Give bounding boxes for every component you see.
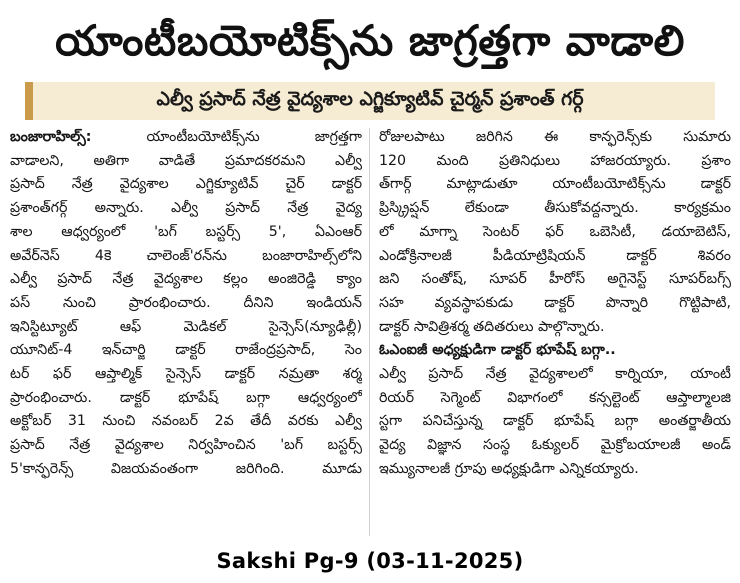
body-line: ప్రసాద్‌ నేత్ర వైద్యశాల ఎగ్జిక్యూటివ్‌ చైర్‌ డాక్టర్‌ [10, 176, 362, 193]
body-line: ప్రసాద్‌ నేత్ర వైద్యశాల నిర్వహించిన 'బగ్‌ బస్టర్స్‌ [10, 437, 362, 454]
body-line: 5'కాన్ఫరెన్స్‌ విజయవంతంగా జరిగింది. మూడు [10, 460, 362, 477]
subheadline-accent-stripe [25, 82, 33, 120]
body-line: ఎల్వీ ప్రసాద్‌ నేత్ర వైద్యశాలలో కార్నియా, యాంటీ [379, 366, 731, 383]
source-caption: Sakshi Pg-9 (03-11-2025) [216, 549, 524, 573]
body-text: యాంటీబయోటిక్స్‌ను జాగ్రత్తగా [91, 129, 362, 145]
body-line: సహ వ్యవస్థాపకుడు డాక్టర్‌ పొన్నారి గొట్టిపాటి, [379, 294, 731, 311]
body-line: రియర్‌ సెగ్మెంట్‌ విభాగంలో కన్సల్టెంట్‌ ఆప్తాల్మాలజి [379, 389, 731, 406]
headline: యాంటీబయోటిక్స్‌ను జాగ్రత్తగా వాడాలి [55, 16, 685, 65]
column-divider [369, 128, 370, 536]
body-line: ప్రశాంత్‌గర్గ్‌ అన్నారు. ఎల్వీ ప్రసాద్‌ నేత్ర వైద్య [10, 200, 362, 217]
body-line: లో మాగ్నా సెంటర్‌ ఫర్‌ ఒబెసిటీ, డయాబెటిస్‌, [379, 223, 731, 240]
subheadline: ఎల్వీ ప్రసాద్‌ నేత్ర వైద్యశాల ఎగ్జిక్యూటివ్‌ చైర్మన్‌ ప్రశాంత్‌ గర్గ్‌ [156, 87, 584, 110]
dateline: బంజారాహిల్స్‌: [10, 129, 92, 145]
subheading: ఓఎంఐజీ అధ్యక్షుడిగా డాక్టర్‌ భూపేష్‌ బగ్గా.. [379, 342, 616, 359]
body-line: ఎండోక్రినాలజీ పీడియాట్రిషియన్‌ డాక్టర్‌ శివరం [379, 247, 731, 264]
body-line [10, 126, 362, 150]
article-right-column [379, 126, 731, 482]
body-line: ఇనిస్టిట్యూట్‌ ఆఫ్‌ మెడికల్‌ సైన్సెస్‌(న్యూఢిల్లీ) [10, 318, 362, 335]
body-line: డాక్టర్‌ సావిత్రిశర్మ తదితరులు పాల్గొన్నారు. [379, 318, 605, 335]
body-line: త్‌గార్గ్‌ మాట్లాడుతూ యాంటీబయోటిక్స్‌ను డాక్టర్‌ [379, 176, 731, 193]
body-line: ఇమ్యునాలజీ గ్రూపు అధ్యక్షుడిగా ఎన్నికయ్యారు. [379, 460, 639, 477]
body-line: వాడాలని, అతిగా వాడితే ప్రమాదకరమని ఎల్వీ [10, 152, 362, 169]
body-line: ప్రిస్క్రిప్షన్‌ లేకుండా తీసుకోవద్దన్నారు. కార్యక్రమం [379, 200, 731, 217]
body-line: ఎల్వీ ప్రసాద్‌ నేత్ర వైద్యశాల కల్లం అంజిరెడ్డి క్యాం [10, 271, 362, 288]
body-line: జని సంతోష్‌, సూపర్‌ హీరోస్‌ అగైనెస్ట్‌ సూపర్‌బగ్స్‌ [379, 271, 731, 288]
body-line: టర్‌ ఫర్‌ ఆప్తాల్మిక్‌ సైన్సెస్‌ డాక్టర్‌ నమ్రతా శర్మ [10, 366, 362, 383]
body-line: రోజులపాటు జరిగిన ఈ కాన్ఫరెన్స్‌కు సుమారు [379, 129, 731, 145]
body-line: ప్రారంభించారు. డాక్టర్‌ భూపేష్‌ బగ్గా ఆధ్వర్యంలో [10, 389, 362, 406]
body-line: స్టగా పనిచేస్తున్న డాక్టర్‌ భూపేష్‌ బగ్గా అంతర్జాతీయ [379, 413, 731, 430]
body-line: అవేర్‌నెస్‌ 4కె చాలెంజ్‌'రన్‌ను బంజారాహిల్స్‌లోని [10, 247, 362, 264]
body-line: పస్‌ నుంచి ప్రారంభించారు. దీనిని ఇండియన్‌ [10, 294, 362, 311]
body-line: యూనిట్‌-4 ఇన్‌చార్జి డాక్టర్‌ రాజేంద్రప్రసాద్‌, సెం [10, 342, 362, 359]
body-line: శాల ఆధ్వర్యంలో 'బగ్‌ బస్టర్స్‌ 5', ఏఎంఆర్‌ [10, 223, 362, 240]
body-line: 120 మంది ప్రతినిధులు హాజరయ్యారు. ప్రశాం [379, 152, 731, 169]
body-line: వైద్య విజ్ఞాన సంస్థ ఓక్యులర్‌ మైక్రోబయాలజీ అండ్‌ [379, 437, 731, 454]
body-line: అక్టోబర్‌ 31 నుంచి నవంబర్‌ 2వ తేదీ వరకు ఎల్వీ [10, 413, 362, 430]
article-left-column [10, 126, 362, 482]
subheadline-banner [25, 82, 715, 120]
